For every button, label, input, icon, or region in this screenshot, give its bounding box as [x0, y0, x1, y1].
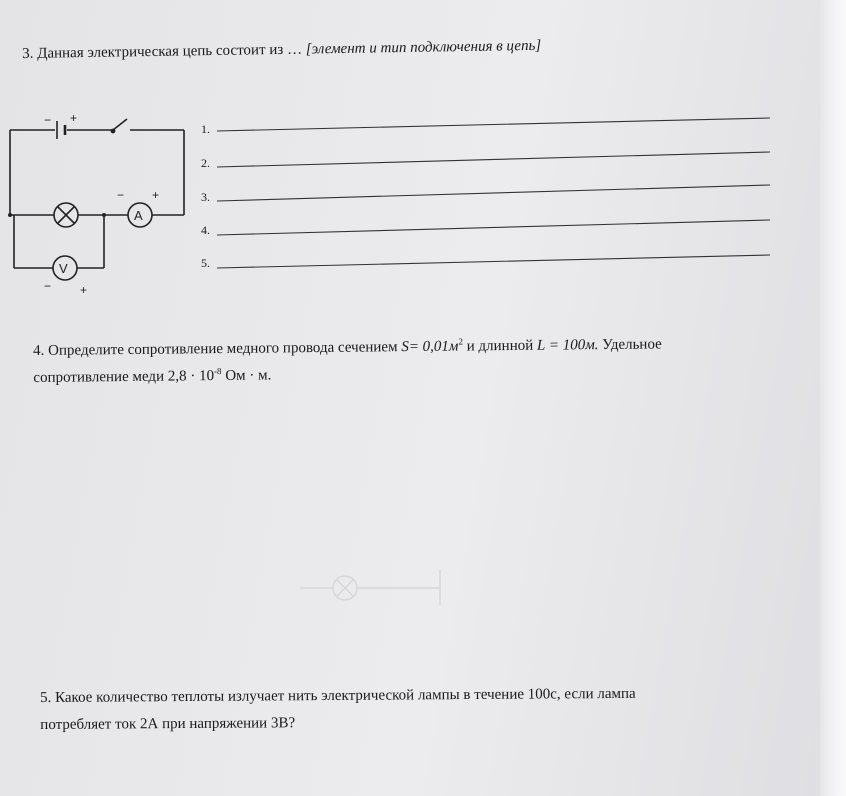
resistivity-exponent: -8 — [213, 366, 222, 377]
answer-label-2: 2. — [201, 156, 210, 170]
answer-label-5: 5. — [201, 256, 210, 270]
cross-section-exponent: 2 — [458, 336, 463, 347]
question-4-line-2 — [33, 360, 793, 389]
answer-label-1: 1. — [201, 122, 210, 136]
answer-line-2 — [217, 152, 770, 167]
answer-lines — [0, 0, 846, 300]
question-3-text: Данная электрическая цепь состоит из … — [37, 41, 303, 62]
voltmeter-plus-sign: + — [80, 283, 88, 297]
answer-line-1 — [217, 118, 770, 131]
battery-minus-sign: − — [44, 113, 52, 127]
question-4-tail: Удельное — [602, 336, 662, 354]
question-5-number: 5. — [40, 689, 52, 706]
ammeter-label: A — [134, 208, 143, 223]
voltmeter-minus-sign: − — [44, 279, 52, 293]
voltmeter-label: V — [59, 261, 68, 276]
resistivity-text: сопротивление меди 2,8 · 10 — [33, 368, 215, 386]
answer-line-3 — [217, 185, 770, 201]
question-4-line-1 — [33, 333, 793, 362]
ammeter-plus-sign: + — [152, 188, 160, 202]
question-4-text: Определите сопротивление медного провода сечением — [48, 339, 398, 359]
question-4-mid: и длинной — [466, 337, 534, 355]
question-5 — [40, 683, 780, 742]
cross-section-value: S= 0,01м — [401, 338, 459, 356]
question-5-text-1: Какое количество теплоты излучает нить электрической лампы в течение 100с, если лампа — [55, 685, 636, 706]
battery-plus-sign: + — [70, 111, 78, 125]
question-5-line-2: потребляет ток 2А при напряжении 3В? — [40, 715, 296, 733]
answer-label-3: 3. — [201, 190, 210, 204]
answer-line-4 — [217, 220, 770, 235]
resistivity-units: Ом · м. — [225, 367, 272, 384]
answer-line-5 — [217, 255, 770, 268]
question-4 — [33, 333, 794, 395]
question-3-hint: [элемент и тип подключения в цепь] — [305, 37, 542, 58]
bleed-through-marks — [300, 560, 500, 620]
ammeter-minus-sign: − — [117, 188, 125, 202]
answer-label-4: 4. — [201, 223, 210, 237]
question-3-number: 3. — [22, 45, 34, 62]
length-value: L = 100м. — [536, 337, 599, 354]
question-5-line-1 — [40, 683, 780, 709]
question-4-number: 4. — [33, 342, 45, 359]
